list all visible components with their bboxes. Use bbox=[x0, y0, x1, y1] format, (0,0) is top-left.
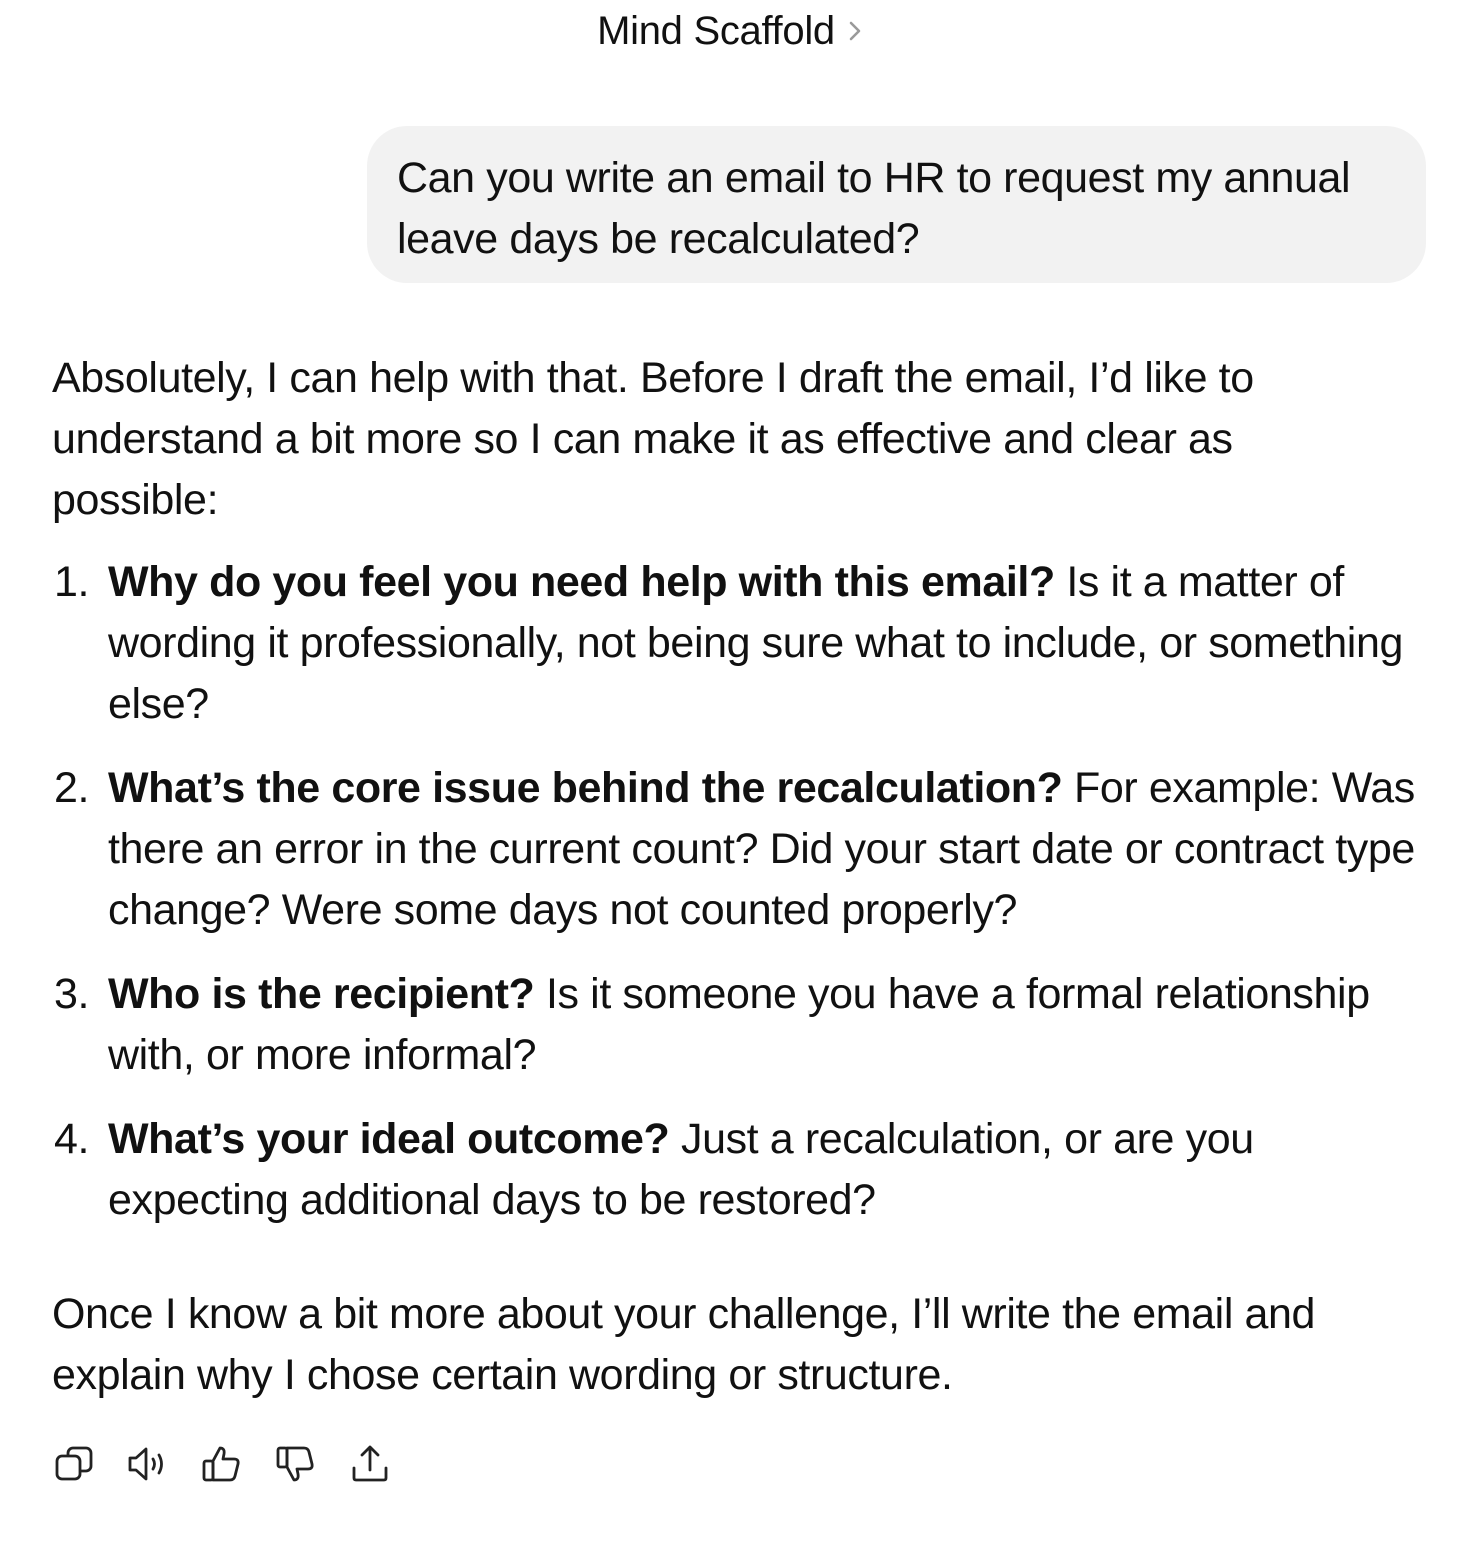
list-item-number: 4. bbox=[54, 1115, 90, 1163]
list-item bbox=[52, 1109, 1428, 1231]
list-item bbox=[52, 758, 1428, 941]
list-item-detail: For example: Was there an error in the current count? Did your start date or contract type change? Were some days not counted properly? bbox=[108, 764, 1415, 934]
thumbs-down-icon bbox=[274, 1442, 318, 1486]
question-list bbox=[52, 552, 1432, 1231]
message-actions bbox=[52, 1442, 392, 1486]
model-selector[interactable] bbox=[597, 9, 865, 54]
list-item-detail: Is it someone you have a formal relationship with, or more informal? bbox=[108, 970, 1370, 1079]
chevron-right-icon bbox=[845, 16, 865, 46]
copy-icon bbox=[52, 1442, 96, 1486]
list-item-question: What’s the core issue behind the recalculation? bbox=[108, 764, 1063, 812]
user-message-bubble bbox=[367, 126, 1426, 283]
good-response-button[interactable] bbox=[200, 1442, 244, 1486]
assistant-outro: Once I know a bit more about your challenge, I’ll write the email and explain why I chose certain wording or structure. bbox=[52, 1290, 1316, 1399]
page-title: Mind Scaffold bbox=[597, 8, 835, 53]
user-message-text: Can you write an email to HR to request my annual leave days be recalculated? bbox=[397, 154, 1351, 263]
list-item-detail: Is it a matter of wording it professionally, not being sure what to include, or something else? bbox=[108, 558, 1403, 728]
list-item bbox=[52, 552, 1428, 735]
share-button[interactable] bbox=[348, 1442, 392, 1486]
list-item-number: 1. bbox=[54, 558, 90, 606]
share-icon bbox=[348, 1442, 392, 1486]
read-aloud-button[interactable] bbox=[126, 1442, 170, 1486]
list-item-question: Why do you feel you need help with this email? bbox=[108, 558, 1055, 606]
list-item bbox=[52, 964, 1428, 1086]
speaker-icon bbox=[126, 1442, 170, 1486]
thumbs-up-icon bbox=[200, 1442, 244, 1486]
list-item-question: What’s your ideal outcome? bbox=[108, 1115, 670, 1163]
list-item-number: 2. bbox=[54, 764, 90, 812]
bad-response-button[interactable] bbox=[274, 1442, 318, 1486]
header-bar bbox=[0, 6, 1462, 56]
copy-button[interactable] bbox=[52, 1442, 96, 1486]
list-item-question: Who is the recipient? bbox=[108, 970, 535, 1018]
assistant-message bbox=[52, 348, 1432, 1406]
list-item-detail: Just a recalculation, or are you expecting additional days to be restored? bbox=[108, 1115, 1254, 1224]
list-item-number: 3. bbox=[54, 970, 90, 1018]
assistant-intro: Absolutely, I can help with that. Before I draft the email, I’d like to understand a bit more so I can make it as effective and clear as possible: bbox=[52, 354, 1254, 524]
